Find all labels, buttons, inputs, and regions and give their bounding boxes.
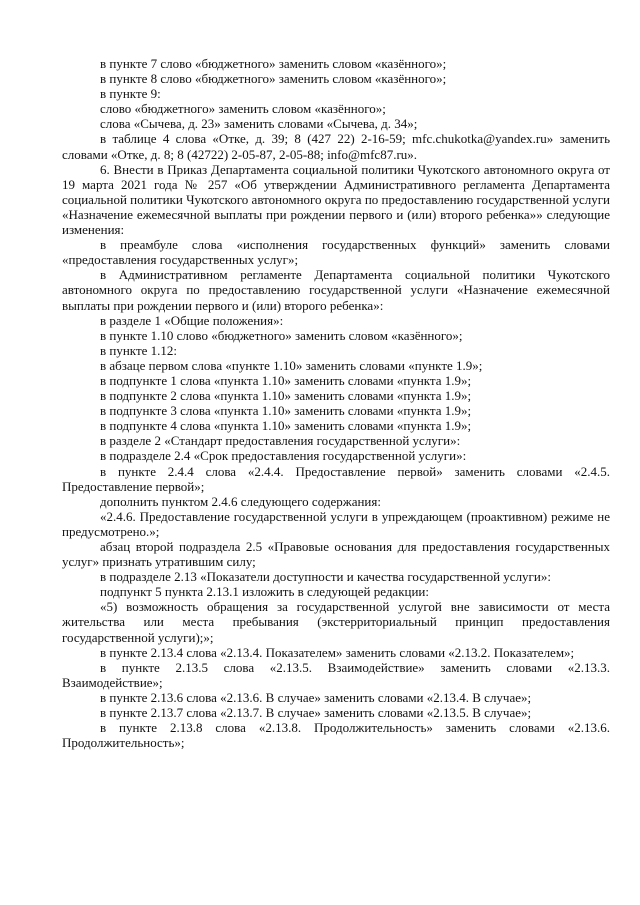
- paragraph-text-subitem-5: «5) возможность обращения за государственной услугой вне зависимости от места жительства или места пребывания (экстерриториальный принцип предоставления государственной услуги);»;: [62, 599, 610, 645]
- paragraph-item-2-13-8: в пункте 2.13.8 слова «2.13.8. Продолжительность» заменить словами «2.13.6. Продолжительность»;: [62, 720, 610, 751]
- paragraph-item-9: в пункте 9:: [100, 86, 161, 102]
- paragraph-item-2-13-6: в пункте 2.13.6 слова «2.13.6. В случае» заменить словами «2.13.4. В случае»;: [100, 689, 532, 705]
- paragraph-replace-address: слова «Сычева, д. 23» заменить словами «Сычева, д. 34»;: [100, 116, 418, 132]
- paragraph-table-4: в таблице 4 слова «Отке, д. 39; 8 (427 22) 2-16-59; mfc.chukotka@yandex.ru» заменить словами «Отке, д. 8; 8 (42722) 2-05-87, 2-05-88; info@mfc87.ru».: [62, 131, 610, 162]
- paragraph-subsection-2-5: абзац второй подраздела 2.5 «Правовые основания для предоставления государственных услуг» признать утратившим силу;: [62, 539, 610, 570]
- paragraph-item-2-13-4: в пункте 2.13.4 слова «2.13.4. Показателем» заменить словами «2.13.2. Показателем»;: [100, 644, 575, 660]
- paragraph-item-2-13-7: в пункте 2.13.7 слова «2.13.7. В случае» заменить словами «2.13.5. В случае»;: [100, 705, 532, 721]
- paragraph-preamble: в преамбуле слова «исполнения государственных функций» заменить словами «предоставления государственных услуг»;: [62, 237, 610, 268]
- paragraph-section-2: в разделе 2 «Стандарт предоставления государственной услуги»:: [100, 433, 461, 449]
- paragraph-subitem-1: в подпункте 1 слова «пункта 1.10» заменить словами «пункта 1.9»;: [100, 372, 472, 388]
- paragraph-item-8: в пункте 8 слово «бюджетного» заменить словом «казённого»;: [100, 71, 447, 87]
- paragraph-item-7: в пункте 7 слово «бюджетного» заменить словом «казённого»;: [100, 56, 447, 71]
- paragraph-subsection-2-4: в подразделе 2.4 «Срок предоставления государственной услуги»:: [100, 448, 467, 464]
- paragraph-item-2-13-5: в пункте 2.13.5 слова «2.13.5. Взаимодействие» заменить словами «2.13.3. Взаимодействие»;: [62, 659, 610, 690]
- paragraph-subitem-2: в подпункте 2 слова «пункта 1.10» заменить словами «пункта 1.9»;: [100, 388, 472, 404]
- paragraph-item-1-10: в пункте 1.10 слово «бюджетного» заменить словом «казённого»;: [100, 327, 463, 343]
- paragraph-subitem-4: в подпункте 4 слова «пункта 1.10» заменить словами «пункта 1.9»;: [100, 418, 472, 434]
- paragraph-add-2-4-6: дополнить пунктом 2.4.6 следующего содержания:: [100, 493, 381, 509]
- paragraph-subitem-5: подпункт 5 пункта 2.13.1 изложить в следующей редакции:: [100, 584, 429, 600]
- paragraph-section-1: в разделе 1 «Общие положения»:: [100, 312, 284, 328]
- paragraph-first-clause: в абзаце первом слова «пункте 1.10» заменить словами «пункте 1.9»;: [100, 357, 483, 373]
- paragraph-item-1-12: в пункте 1.12:: [100, 342, 178, 358]
- paragraph-text-2-4-6: «2.4.6. Предоставление государственной услуги в упреждающем (проактивном) режиме не предусмотрено.»;: [62, 508, 610, 539]
- paragraph-subsection-2-13: в подразделе 2.13 «Показатели доступности и качества государственной услуги»:: [100, 569, 551, 585]
- paragraph-regulation: в Административном регламенте Департамента социальной политики Чукотского автономного округа по предоставлению государственной услуги «Назначение ежемесячной выплаты при рождении первого и (или) второго ребенка»:: [62, 267, 610, 313]
- paragraph-subitem-3: в подпункте 3 слова «пункта 1.10» заменить словами «пункта 1.9»;: [100, 403, 472, 419]
- paragraph-item-2-4-4: в пункте 2.4.4 слова «2.4.4. Предоставление первой» заменить словами «2.4.5. Предоставление первой»;: [62, 463, 610, 494]
- document-page: [62, 56, 610, 750]
- paragraph-section-6: 6. Внести в Приказ Департамента социальной политики Чукотского автономного округа от 19 марта 2021 года № 257 «Об утверждении Административного регламента Департамента социальной политики Чукотского автономного округа по предоставлению государственной услуги «Назначение ежемесячной выплаты при рождении первого и (или) второго ребенка»» следующие изменения:: [62, 161, 610, 238]
- paragraph-replace-budget: слово «бюджетного» заменить словом «казённого»;: [100, 101, 386, 117]
